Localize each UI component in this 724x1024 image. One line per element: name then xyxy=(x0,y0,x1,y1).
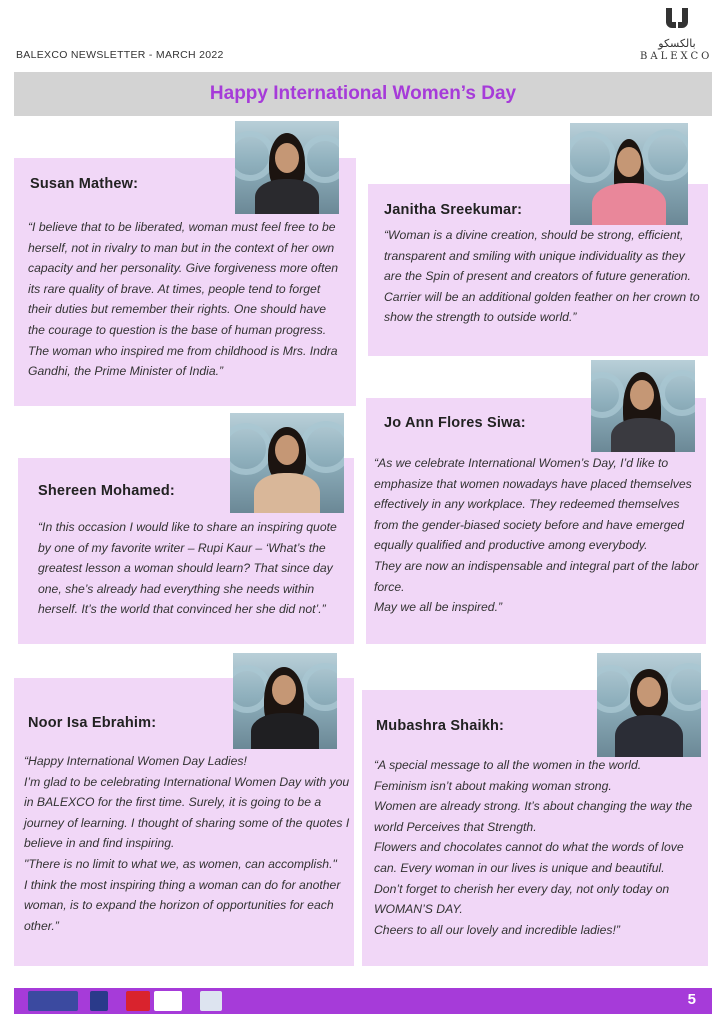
balexco-logo xyxy=(640,4,712,64)
profile-photo-noor xyxy=(233,653,337,749)
quote-text: May we all be inspired.” xyxy=(374,600,503,615)
quote-text: I’m glad to be celebrating International Women Day with you in BALEXCO for the first time. Surely, it is going to be a journey of learning. I thought of sharing some of the quotes I believe in and find inspiring. xyxy=(24,774,350,851)
profile-quote xyxy=(374,453,700,618)
quote-text: “As we celebrate International Women’s Day, I’d like to emphasize that women nowadays have placed themselves effectively in any workplace. They redeemed themselves from the gender-biased society before and have emerged equally qualified and productive among everybody. xyxy=(374,456,692,553)
footer-partner-logo xyxy=(28,991,78,1011)
footer-partner-logo xyxy=(200,991,222,1011)
logo-arabic-text: بالكسكو xyxy=(658,37,696,50)
quote-text: Don’t forget to cherish her every day, not only today on WOMAN’S DAY. xyxy=(374,881,670,917)
newsletter-title: BALEXCO NEWSLETTER - MARCH 2022 xyxy=(16,49,224,61)
quote-text: They are now an indispensable and integral part of the labor force. xyxy=(374,558,699,594)
footer-partner-logo xyxy=(90,991,108,1011)
quote-text: I think the most inspiring thing a woman can do for another woman, is to expand the horizon of opportunities for each other.” xyxy=(24,877,341,933)
profile-photo-joann xyxy=(591,360,695,452)
profile-photo-shereen xyxy=(230,413,344,513)
footer-partner-logo xyxy=(126,991,150,1011)
footer-bar xyxy=(14,988,712,1014)
profile-name: Shereen Mohamed: xyxy=(38,483,175,499)
profile-photo-susan xyxy=(235,121,339,214)
quote-text: "There is no limit to what we, as women, can accomplish." xyxy=(24,856,337,871)
profile-quote xyxy=(24,751,350,936)
quote-text: “In this occasion I would like to share an inspiring quote by one of my favorite writer – Rupi Kaur – ‘What’s the greatest lesson a woman should learn? That since day one, she’s already had everything she needs within herself. It’s the world that convinced her she did not’.” xyxy=(38,520,337,617)
quote-text: Flowers and chocolates cannot do what the words of love can. Every woman in our lives is unique and beautiful. xyxy=(374,840,684,875)
page-number: 5 xyxy=(687,991,696,1008)
quote-text: Cheers to all our lovely and incredible ladies!” xyxy=(374,922,620,937)
profile-name: Mubashra Shaikh: xyxy=(376,718,505,734)
profile-photo-mubashra xyxy=(597,653,701,757)
quote-text: Women are already strong. It’s about changing the way the world Perceives that Strength. xyxy=(374,799,693,834)
profile-name: Susan Mathew: xyxy=(30,176,139,192)
quote-text: “I believe that to be liberated, woman must feel free to be herself, not in rivalry to man but in the context of her own capacity and her personality. Give forgiveness more often its rare quality of brave. At times, people tend to forget their duties but remember their rights. One should have the courage to question is the base of human progress. The woman who inspired me from childhood is Mrs. Indra Gandhi, the Prime Minister of India.” xyxy=(28,220,339,379)
profile-name: Noor Isa Ebrahim: xyxy=(28,715,157,731)
profile-name: Janitha Sreekumar: xyxy=(384,202,523,218)
quote-text: Feminism isn’t about making woman strong. xyxy=(374,778,612,793)
quote-text: “Happy International Women Day Ladies! xyxy=(24,754,247,768)
profile-quote xyxy=(374,755,702,940)
profile-name: Jo Ann Flores Siwa: xyxy=(384,415,526,431)
footer-certification-logo xyxy=(154,991,182,1011)
profile-quote xyxy=(28,217,346,382)
page-title: Happy International Women’s Day xyxy=(209,83,517,104)
balexco-logo-mark xyxy=(662,6,692,32)
quote-text: “A special message to all the women in the world. xyxy=(374,758,642,772)
logo-wordmark: BALEXCO xyxy=(640,51,713,62)
profile-quote xyxy=(384,225,702,328)
title-banner xyxy=(14,72,712,116)
profile-quote xyxy=(38,517,346,620)
quote-text: “Woman is a divine creation, should be strong, efficient, transparent and smiling with unique individuality as they are the Spin of present and creators of future generation. Carrier will be an additional golden feather on her crown to show the strength to outside world.” xyxy=(384,228,700,325)
profile-photo-janitha xyxy=(570,123,688,225)
